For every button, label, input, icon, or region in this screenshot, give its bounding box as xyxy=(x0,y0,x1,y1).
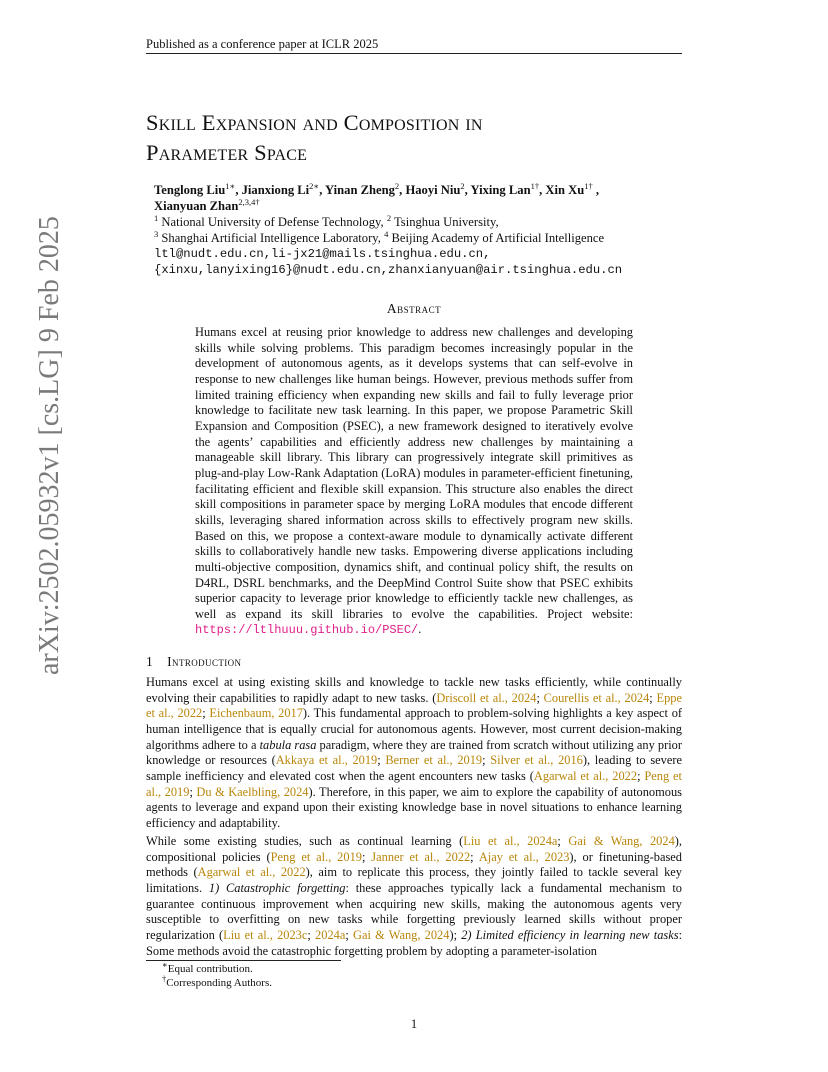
emphasis-text: 1) Catastrophic forgetting xyxy=(208,880,346,895)
intro-paragraph-1: Humans excel at using existing skills and knowledge to tackle new tasks efficiently, while continually evolving their capabilities to rapidly adapt to new tasks. (Driscoll et al., 2024; Courellis et al., 2024; Eppe et al., 2022; Eichenbaum, 2017). This fundamental approach to problem-solving highlights a key aspect of human intelligence that is equally crucial for autonomous agents. However, most current decision-making algorithms adhere to a tabula rasa paradigm, where they are trained from scratch without utilizing any prior knowledge or resources (Akkaya et al., 2019; Berner et al., 2019; Silver et al., 2016), leading to severe sample inefficiency and elevated cost when the agent encounters new tasks (Agarwal et al., 2022; Peng et al., 2019; Du & Kaelbling, 2024). Therefore, in this paper, we aim to explore the capability of autonomous agents to leverage and expand upon their existing knowledge base in novel situations to enhance learning efficiency and adaptability. xyxy=(146,675,683,830)
emphasis-text: 2) Limited efficiency in learning new tasks xyxy=(461,927,679,942)
citation-link[interactable]: Liu et al., 2023c xyxy=(223,927,308,942)
section-number: 1 xyxy=(146,654,154,669)
author-name: Xin Xu xyxy=(545,183,585,197)
citation-link[interactable]: Gai & Wang, 2024 xyxy=(353,927,450,942)
citation-link[interactable]: Gai & Wang, 2024 xyxy=(568,834,675,848)
affiliation-line-2: $^3$ Shanghai Artificial Intelligence Laboratory, $^4$ Beijing Academy of Artificial Intelligence xyxy=(154,228,605,245)
citation-link[interactable]: Peng et al., 2019 xyxy=(270,849,362,864)
citation-link[interactable]: Driscoll et al., 2024 xyxy=(436,690,537,705)
project-website-link[interactable]: https://ltlhuuu.github.io/PSEC/ xyxy=(195,623,419,638)
email-line-1: ltl@nudt.edu.cn,li-jx21@mails.tsinghua.edu.cn, xyxy=(154,247,491,261)
citation-link[interactable]: Courellis et al., 2024 xyxy=(543,690,650,705)
citation-link[interactable]: 2024a xyxy=(315,927,346,942)
section-title: Introduction xyxy=(167,654,242,669)
page-number: 1 xyxy=(410,1017,418,1031)
author-affiliation-marks: 1† xyxy=(530,180,540,191)
abstract-body: Humans excel at reusing prior knowledge to address new challenges and developing skills while solving problems. This paradigm becomes increasingly popular in the development of autonomous agents, as it develops systems that can self-evolve in response to new challenges like human beings. However, previous methods suffer from limited training efficiency when expanding new skills and fail to fully leverage prior knowledge to facilitate new task learning. In this paper, we propose Parametric Skill Expansion and Composition (PSEC), a new framework designed to iteratively evolve the agents’ capabilities and efficiently address new challenges by maintaining a manageable skill library. This library can progressively integrate skill primitives as plug-and-play Low-Rank Adaptation (LoRA) modules in parameter-efficient finetuning, facilitating efficient and flexible skill expansion. This structure also enables the direct skill compositions in parameter space by merging LoRA modules that encode different skills, leveraging shared information across skills to effectively program new skills. Based on this, we propose a context-aware module to dynamically activate different skills to collaboratively handle new tasks. Empowering diverse applications including multi-objective composition, dynamics shift, and continual policy shift, the results on D4RL, DSRL benchmarks, and the DeepMind Control Suite show that PSEC exhibits superior capacity to leverage prior knowledge to efficiently tackle new challenges, as well as expand its skill libraries to evolve the capabilities. Project website: https://ltlhuuu.github.io/PSEC/. xyxy=(195,325,633,638)
affiliation-tsinghua: Tsinghua University, xyxy=(393,215,499,229)
author-affiliation-marks: 2,3,4† xyxy=(238,196,260,207)
author-affiliation-marks: 1∗ xyxy=(225,180,236,191)
author-affiliation-marks: 1† xyxy=(584,180,593,191)
citation-link[interactable]: Janner et al., 2022 xyxy=(371,849,471,864)
author-affiliation-marks: 2 xyxy=(460,180,465,191)
abstract-heading: Abstract xyxy=(386,301,442,316)
header-rule xyxy=(146,53,682,54)
author-name: Yixing Lan xyxy=(470,183,531,197)
author-list: Tenglong Liu$^{1∗}$, Jianxiong $Li^{2∗}$, Yinan Zheng$^2$, Haoyi Niu$^2$, Yixing Lan$^{1\dagger}$, Xin $Xu^{1\dagger}$ , Xianyuan Zhan$^{2,3,4\dagger}$ xyxy=(154,180,600,213)
footnote-corresponding: †Corresponding Authors. xyxy=(162,973,272,989)
author-name: Haoyi Niu xyxy=(405,183,461,197)
citation-link[interactable]: Silver et al., 2016 xyxy=(490,753,583,768)
affiliation-shanghai-ai-lab: Shanghai Artificial Intelligence Laboratory, xyxy=(161,231,381,245)
citation-link[interactable]: Agarwal et al., 2022 xyxy=(197,865,306,880)
citation-link[interactable]: Peng et al., 2019 xyxy=(146,768,682,799)
citation-link[interactable]: Berner et al., 2019 xyxy=(385,753,483,768)
footnote-2-text: Corresponding Authors. xyxy=(166,977,272,989)
affiliation-baai: Beijing Academy of Artificial Intelligence xyxy=(391,231,605,245)
footnote-equal-contribution: ∗Equal contribution. xyxy=(162,959,253,975)
email-line-2: {xinxu,lanyixing16}@nudt.edu.cn,zhanxianyuan@air.tsinghua.edu.cn xyxy=(154,263,623,277)
citation-link[interactable]: Eppe et al., 2022 xyxy=(146,690,682,721)
author-affiliation-marks: 2 xyxy=(394,180,400,191)
footnote-1-text: Equal contribution. xyxy=(167,963,253,975)
affiliation-line-1: $^1$ National University of Defense Technology, $^2$ Tsinghua University, xyxy=(154,212,499,229)
footnote-rule xyxy=(146,960,341,961)
intro-paragraph-2: While some existing studies, such as continual learning (Liu et al., 2024a; Gai & Wang, 2024), compositional policies (Peng et al., 2019; Janner et al., 2022; Ajay et al., 2023), or finetuning-based methods (Agarwal et al., 2022), aim to replicate this process, they jointly failed to tackle several key limitations. 1) Catastrophic forgetting: these approaches typically lack a fundamental mechanism to guarantee continuous improvement when acquiring new skills, making the autonomous agents very susceptible to overfitting on new tasks while forgetting previously learned skills without proper regularization (Liu et al., 2023c; 2024a; Gai & Wang, 2024); 2) Limited efficiency in learning new tasks: Some methods avoid the catastrophic forgetting problem by adopting a parameter-isolation xyxy=(146,834,683,958)
arxiv-identifier: arXiv:2502.05932v1 [cs.LG] 9 Feb 2025 xyxy=(34,216,65,675)
affiliation-nudt: National University of Defense Technology, xyxy=(161,215,384,229)
running-header: Published as a conference paper at ICLR 2025 xyxy=(146,37,379,51)
author-name: Jianxiong Li xyxy=(241,183,310,197)
citation-link[interactable]: Du & Kaelbling, 2024 xyxy=(196,784,309,799)
emphasis-text: tabula rasa xyxy=(259,737,317,752)
abstract-text: Humans excel at reusing prior knowledge to address new challenges and developing skills while solving problems. This paradigm becomes increasingly popular in the development of autonomous agents, as it develops systems that can self-evolve in response to new challenges like human beings. However, previous methods suffer from limited training efficiency when expanding new skills and fail to fully leverage prior knowledge to facilitate new task learning. In this paper, we propose Parametric Skill Expansion and Composition (PSEC), a new framework designed to iteratively evolve the agents’ capabilities and efficiently address new challenges by maintaining a manageable skill library. This library can progressively integrate skill primitives as plug-and-play Low-Rank Adaptation (LoRA) modules in parameter-efficient finetuning, facilitating efficient and flexible skill expansion. This structure also enables the direct skill compositions in parameter space by merging LoRA modules that encode different skills, leveraging shared information across skills to effectively program new skills. Based on this, we propose a context-aware module to dynamically activate different skills to collaboratively handle new tasks. Empowering diverse applications including multi-objective composition, dynamics shift, and continual policy shift, the results on D4RL, DSRL benchmarks, and the DeepMind Control Suite show that PSEC exhibits superior capacity to leverage prior knowledge to efficiently tackle new challenges, as well as expand its skill libraries to evolve the capabilities. Project website: xyxy=(195,325,633,621)
citation-link[interactable]: Akkaya et al., 2019 xyxy=(275,753,378,768)
citation-link[interactable]: Eichenbaum, 2017 xyxy=(209,706,303,721)
author-name: Yinan Zheng xyxy=(325,183,395,197)
citation-link[interactable]: Agarwal et al., 2022 xyxy=(533,768,638,783)
citation-link[interactable]: Liu et al., 2024a xyxy=(463,834,558,848)
section-heading-introduction xyxy=(146,654,241,670)
citation-link[interactable]: Ajay et al., 2023 xyxy=(478,849,570,864)
paper-title xyxy=(146,108,483,168)
author-affiliation-marks: 2∗ xyxy=(309,180,320,191)
title-line-1: Skill Expansion and Composition in xyxy=(146,110,483,135)
author-name: Xianyuan Zhan xyxy=(154,198,239,213)
author-name: Tenglong Liu xyxy=(154,183,226,197)
title-line-2: Parameter Space xyxy=(146,140,308,165)
